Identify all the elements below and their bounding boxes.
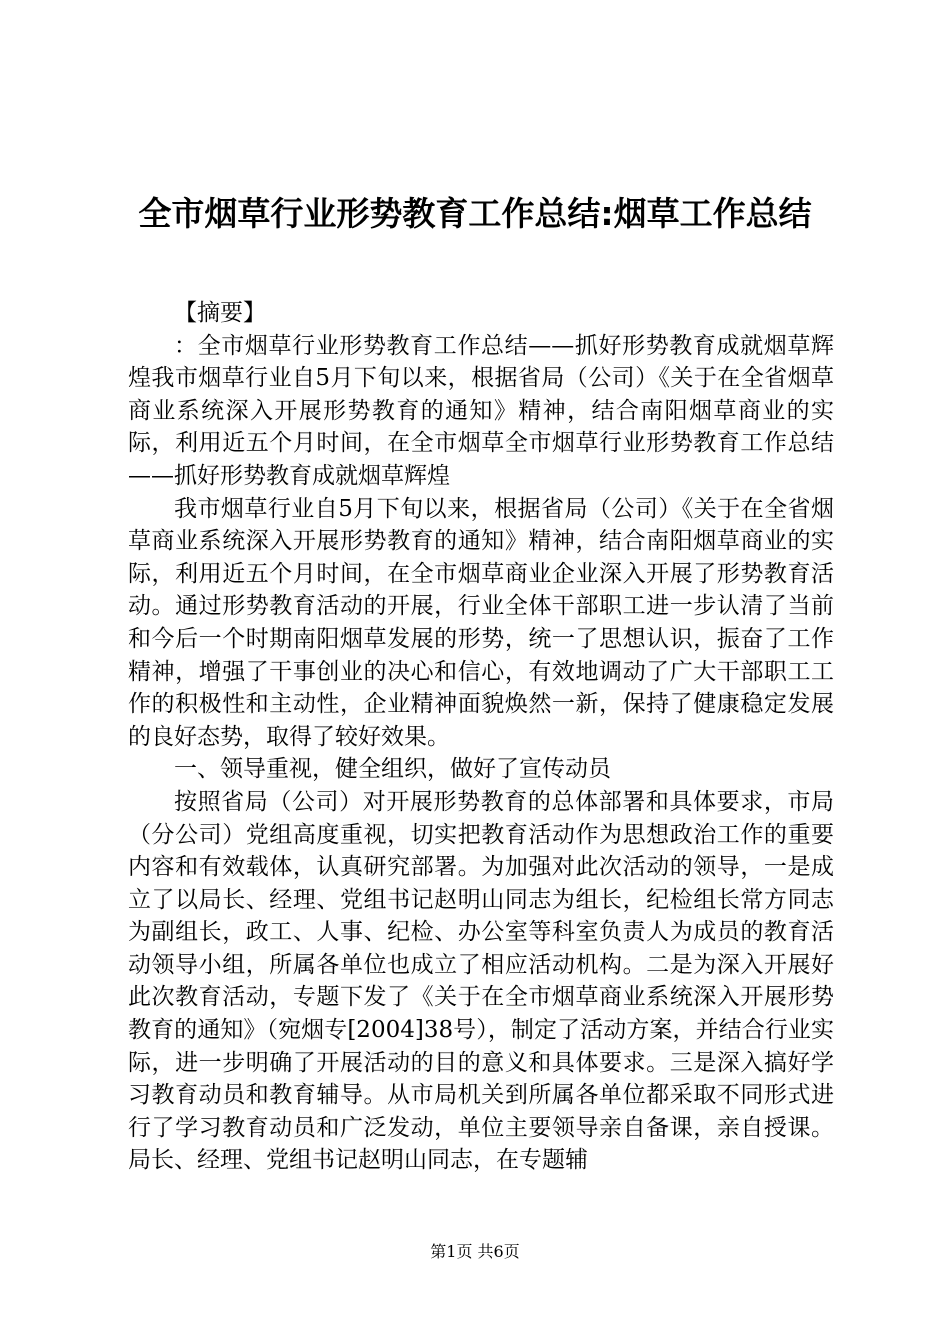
abstract-label: 【摘要】: [174, 300, 266, 326]
body-paragraph-1: 我市烟草行业自5月下旬以来，根据省局（公司）《关于在全省烟草商业系统深入开展形势教育的通知》精神，结合南阳烟草商业的实际，利用近五个月时间，在全市烟草商业企业深入开展了形势教育活动。通过形势教育活动的开展，行业全体干部职工进一步认清了当前和今后一个时期南阳烟草发展的形势，统一了思想认识，振奋了工作精神，增强了干事创业的决心和信心，有效地调动了广大干部职工工作的积极性和主动性，企业精神面貌焕然一新，保持了健康稳定发展的良好态势，取得了较好效果。: [128, 495, 834, 750]
document-body: [128, 297, 834, 1177]
body-paragraph-2: 按照省局（公司）对开展形势教育的总体部署和具体要求，市局（分公司）党组高度重视，切实把教育活动作为思想政治工作的重要内容和有效载体，认真研究部署。为加强对此次活动的领导，一是成立了以局长、经理、党组书记赵明山同志为组长，纪检组长常方同志为副组长，政工、人事、纪检、办公室等科室负责人为成员的教育活动领导小组，所属各单位也成立了相应活动机构。二是为深入开展好此次教育活动，专题下发了《关于在全市烟草商业系统深入开展形势教育的通知》（宛烟专[2004]38号），制定了活动方案，并结合行业实际，进一步明确了开展活动的目的意义和具体要求。三是深入搞好学习教育动员和教育辅导。从市局机关到所属各单位都采取不同形式进行了学习教育动员和广泛发动，单位主要领导亲自备课，亲自授课。局长、经理、党组书记赵明山同志，在专题辅: [128, 788, 834, 1174]
page-footer: 第1页 共6页: [430, 1242, 520, 1261]
document-title: 全市烟草行业形势教育工作总结:烟草工作总结: [138, 194, 812, 233]
abstract-text: ：全市烟草行业形势教育工作总结——抓好形势教育成就烟草辉煌我市烟草行业自5月下旬以来，根据省局（公司）《关于在全省烟草商业系统深入开展形势教育的通知》精神，结合南阳烟草商业的实际，利用近五个月时间，在全市烟草全市烟草行业形势教育工作总结——抓好形势教育成就烟草辉煌: [128, 332, 834, 489]
section-heading-1: 一、领导重视，健全组织，做好了宣传动员: [174, 756, 611, 783]
